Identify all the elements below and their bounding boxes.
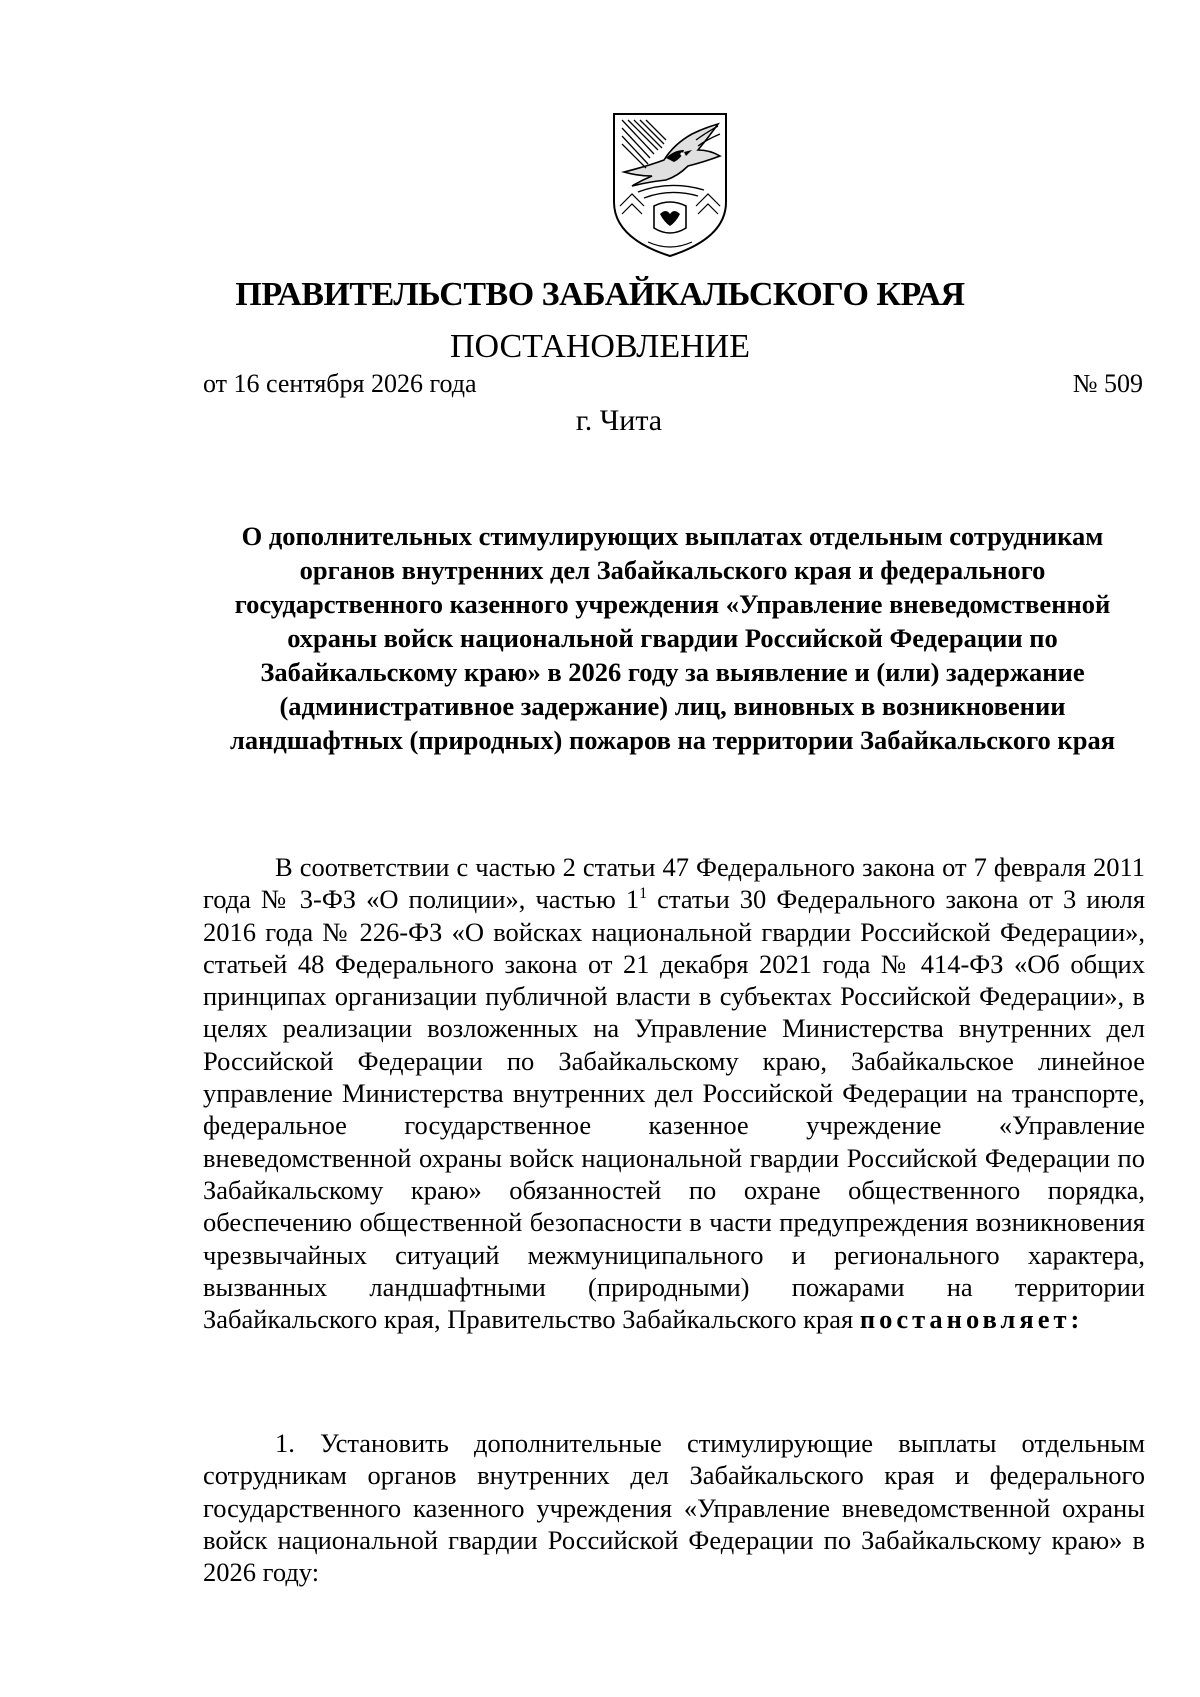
document-date: от 16 сентября 2026 года (203, 369, 477, 398)
preamble-text-start: В соответствии с частью 2 статьи 47 Федерального закона от 7 февраля 2011 года № 3-ФЗ «О полиции», частью 1 (203, 852, 1145, 915)
document-type: ПОСТАНОВЛЕНИЕ (449, 328, 751, 365)
resolves-word: постановляет: (859, 1304, 1084, 1335)
preamble-text-end: статьи 30 Федерального закона от 3 июля 2016 года № 226-ФЗ «О войсках национальной гвардии Российской Федерации», статьей 48 Федерального закона от 21 декабря 2021 года № 414-ФЗ «Об общих принципах организации публичной власти в субъектах Российской Федерации», в целях реализации возложенных на Управление Министерства внутренних дел Российской Федерации по Забайкальскому краю, Забайкальское линейное управление Министерства внутренних дел Российской Федерации на транспорте, федеральное государственное казенное учреждение «Управление вневедомственной охраны войск национальной гвардии Российской Федерации по Забайкальскому краю» обязанностей по охране общественного порядка, обеспечению общественной безопасности в части предупреждения возникновения чрезвычайных ситуаций межмуниципального и регионального характера, вызванных ландшафтными (природными) пожарами на территории Забайкальского края, Правительство Забайкальского края (203, 884, 1146, 1335)
document-subject: О дополнительных стимулирующих выплатах отдельным сотрудникам органов внутренних дел Забайкальского края и федерального государственного казенного учреждения «Управление вневедомственной охраны войск национальной гвардии Российской Федерации по Забайкальскому краю» в 2026 году за выявление и (или) задержание (административное задержание) лиц, виновных в возникновении ландшафтных (природных) пожаров на территории Забайкальского края (229, 521, 1116, 755)
document-city: г. Чита (575, 404, 663, 437)
preamble-paragraph (203, 851, 1145, 1335)
government-name: ПРАВИТЕЛЬСТВО ЗАБАЙКАЛЬСКОГО КРАЯ (235, 276, 965, 313)
coat-of-arms-emblem (608, 110, 732, 260)
item-1-paragraph: 1. Установить дополнительные стимулирующие выплаты отдельным сотрудникам органов внутренних дел Забайкальского края и федерального государственного казенного учреждения «Управление вневедомственной охраны войск национальной гвардии Российской Федерации по Забайкальскому краю» в 2026 году: (203, 1428, 1145, 1588)
document-number: № 509 (1072, 369, 1143, 398)
superscript-one: 1 (639, 885, 648, 903)
